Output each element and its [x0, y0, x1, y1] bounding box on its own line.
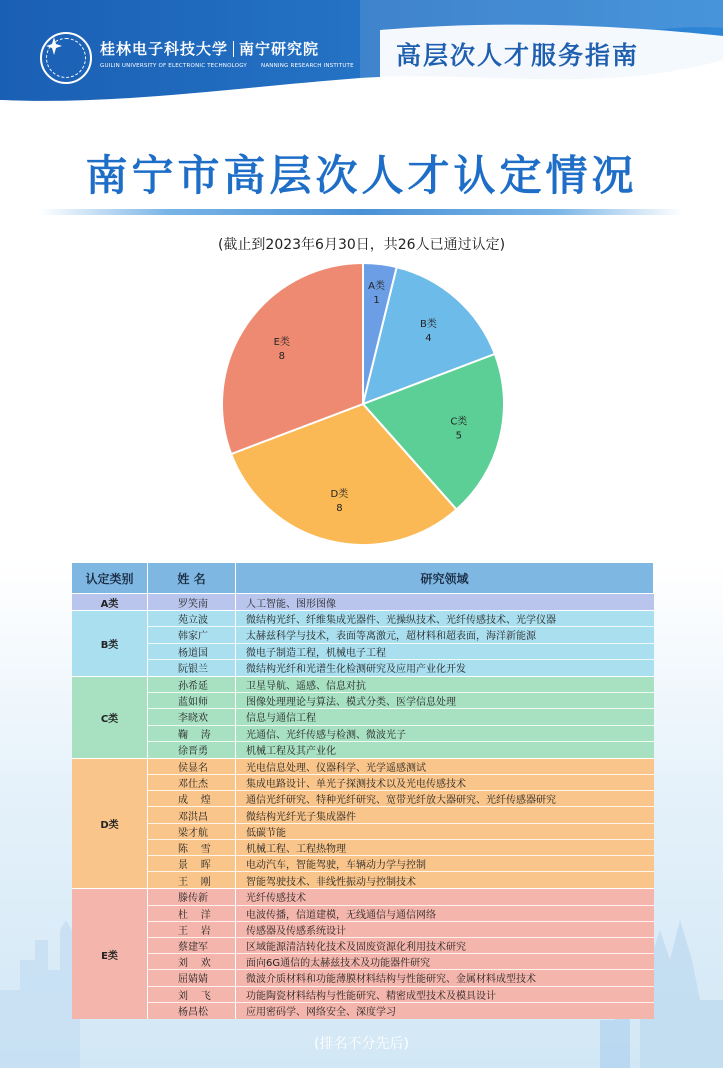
group-rows: [148, 611, 654, 676]
group-rows: [148, 594, 654, 610]
table-group: [72, 758, 654, 889]
research-field: 低碳节能: [246, 827, 286, 839]
group-category: C类: [72, 677, 148, 758]
group-rows: [148, 759, 654, 889]
person-name: 徐晋勇: [148, 742, 236, 758]
person-name: 韩家广: [148, 627, 236, 642]
research-field: 通信光纤研究、特种光纤研究、宽带光纤放大器研究、光纤传感器研究: [246, 795, 556, 807]
table-row: [148, 759, 654, 775]
table-row: [148, 791, 654, 807]
table-row: [148, 938, 654, 954]
research-field: 功能陶瓷材料结构与性能研究、精密成型技术及模具设计: [246, 990, 496, 1002]
research-field: 微结构光纤和光谱生化检测研究及应用产业化开发: [246, 664, 466, 676]
slice-value-label: 4: [425, 333, 432, 345]
slice-value-label: 1: [373, 295, 380, 307]
table-row: [148, 775, 654, 791]
research-field: 微电子制造工程，机械电子工程: [246, 647, 386, 659]
footnote: (排名不分先后): [314, 1036, 409, 1052]
group-category: A类: [72, 594, 148, 610]
research-field: 应用密码学、网络安全、深度学习: [246, 1007, 396, 1019]
table-row: [148, 824, 654, 840]
research-field: 光通信、光纤传感与检测、微波光子: [246, 729, 406, 741]
research-field: 电动汽车，智能驾驶，车辆动力学与控制: [246, 860, 426, 872]
person-name: 阮银兰: [148, 660, 236, 676]
person-name: 陈 雪: [148, 840, 236, 855]
guide-title: 高层次人才服务指南: [396, 41, 640, 70]
slice-category-label: D类: [330, 488, 349, 500]
table-header: [72, 563, 654, 593]
table-row: [148, 922, 654, 938]
research-field: 图像处理理论与算法、模式分类、医学信息处理: [246, 697, 456, 709]
slice-category-label: B类: [420, 319, 437, 331]
university-name: [100, 38, 354, 69]
research-field: 区域能源清洁转化技术及固废资源化利用技术研究: [246, 942, 466, 954]
pie-chart: [0, 255, 723, 555]
table-body: [72, 593, 654, 1019]
slice-value-label: 8: [278, 350, 285, 362]
research-field: 集成电路设计、单光子探测技术以及光电传感技术: [246, 779, 466, 791]
group-category: E类: [72, 889, 148, 1019]
person-name: 蓝如师: [148, 693, 236, 708]
table-row: [148, 889, 654, 905]
table-row: [148, 660, 654, 676]
table-row: [148, 726, 654, 742]
table-row: [148, 987, 654, 1003]
slice-value-label: 8: [336, 502, 343, 514]
person-name: 屈婧婧: [148, 970, 236, 985]
table-row: [148, 693, 654, 709]
research-field: 光纤传感技术: [246, 893, 306, 905]
name-divider: [233, 41, 234, 57]
institute-name-en: NANNING RESEARCH INSTITUTE: [261, 63, 354, 69]
person-name: 杜 洋: [148, 906, 236, 921]
research-field: 太赫兹科学与技术，表面等离激元，超材料和超表面，海洋新能源: [246, 631, 536, 643]
person-name: 蔡建军: [148, 938, 236, 953]
group-rows: [148, 677, 654, 758]
talent-table: [72, 563, 654, 1019]
person-name: 滕传新: [148, 889, 236, 904]
table-row: [148, 970, 654, 986]
person-name: 苑立波: [148, 611, 236, 626]
seal-emblem-icon: [42, 34, 66, 58]
person-name: 王 岩: [148, 922, 236, 937]
person-name: 王 刚: [148, 872, 236, 888]
header-category: 认定类别: [72, 563, 148, 593]
table-row: [148, 807, 654, 823]
slice-category-label: C类: [450, 416, 468, 428]
person-name: 邓洪昌: [148, 807, 236, 822]
person-name: 邓仕杰: [148, 775, 236, 790]
person-name: 梁才航: [148, 824, 236, 839]
university-name-en: GUILIN UNIVERSITY OF ELECTRONIC TECHNOLOGY: [100, 63, 247, 69]
table-row: [148, 709, 654, 725]
research-field: 信息与通信工程: [246, 713, 316, 725]
slice-category-label: E类: [273, 336, 290, 348]
research-field: 电波传播，信道建模，无线通信与通信网络: [246, 909, 436, 921]
table-row: [148, 644, 654, 660]
institute-name-cn: 南宁研究院: [239, 40, 320, 58]
table-row: [148, 611, 654, 627]
table-row: [148, 594, 654, 610]
university-logo: [40, 32, 92, 84]
table-group: [72, 888, 654, 1019]
title-underline: [40, 209, 683, 215]
header-name: 姓 名: [148, 563, 236, 593]
group-rows: [148, 889, 654, 1019]
slice-value-label: 5: [455, 430, 463, 442]
person-name: 景 晖: [148, 856, 236, 871]
person-name: 孙希延: [148, 677, 236, 692]
group-category: D类: [72, 759, 148, 889]
table-row: [148, 906, 654, 922]
table-group: [72, 676, 654, 758]
university-name-cn: 桂林电子科技大学: [100, 40, 229, 58]
person-name: 杨道国: [148, 644, 236, 659]
person-name: 刘 飞: [148, 987, 236, 1002]
table-row: [148, 856, 654, 872]
table-row: [148, 872, 654, 888]
table-row: [148, 1003, 654, 1019]
header: [0, 0, 723, 110]
person-name: 罗笑南: [148, 594, 236, 610]
table-row: [148, 742, 654, 758]
table-row: [148, 840, 654, 856]
research-field: 智能驾驶技术、非线性振动与控制技术: [246, 876, 416, 888]
research-field: 微结构光纤光子集成器件: [246, 811, 356, 823]
slice-category-label: A类: [368, 281, 386, 293]
research-field: 卫星导航、遥感、信息对抗: [246, 681, 366, 693]
table-group: [72, 610, 654, 676]
person-name: 杨昌松: [148, 1003, 236, 1019]
person-name: 鞠 涛: [148, 726, 236, 741]
research-field: 微结构光纤、纤维集成光器件、光操纵技术、光纤传感技术、光学仪器: [246, 615, 556, 627]
research-field: 光电信息处理、仪器科学、光学遥感测试: [246, 762, 426, 774]
research-field: 传感器及传感系统设计: [246, 925, 346, 937]
person-name: 侯显名: [148, 759, 236, 774]
table-group: [72, 593, 654, 610]
seal-inner-ring: [46, 38, 86, 78]
page-title: 南宁市高层次人才认定情况: [85, 151, 638, 200]
research-field: 微波介质材料和功能薄膜材料结构与性能研究、金属材料成型技术: [246, 974, 536, 986]
table-row: [148, 677, 654, 693]
person-name: 刘 欢: [148, 954, 236, 969]
table-row: [148, 954, 654, 970]
group-category: B类: [72, 611, 148, 676]
page-subtitle: (截止到2023年6月30日，共26人已通过认定): [217, 237, 506, 253]
header-field: 研究领域: [236, 563, 654, 593]
research-field: 机械工程及其产业化: [246, 746, 336, 758]
research-field: 机械工程、工程热物理: [246, 843, 346, 855]
research-field: 人工智能、图形图像: [246, 598, 336, 610]
person-name: 成 煌: [148, 791, 236, 806]
table-row: [148, 627, 654, 643]
research-field: 面向6G通信的太赫兹技术及功能器件研究: [246, 958, 431, 970]
person-name: 李晓欢: [148, 709, 236, 724]
